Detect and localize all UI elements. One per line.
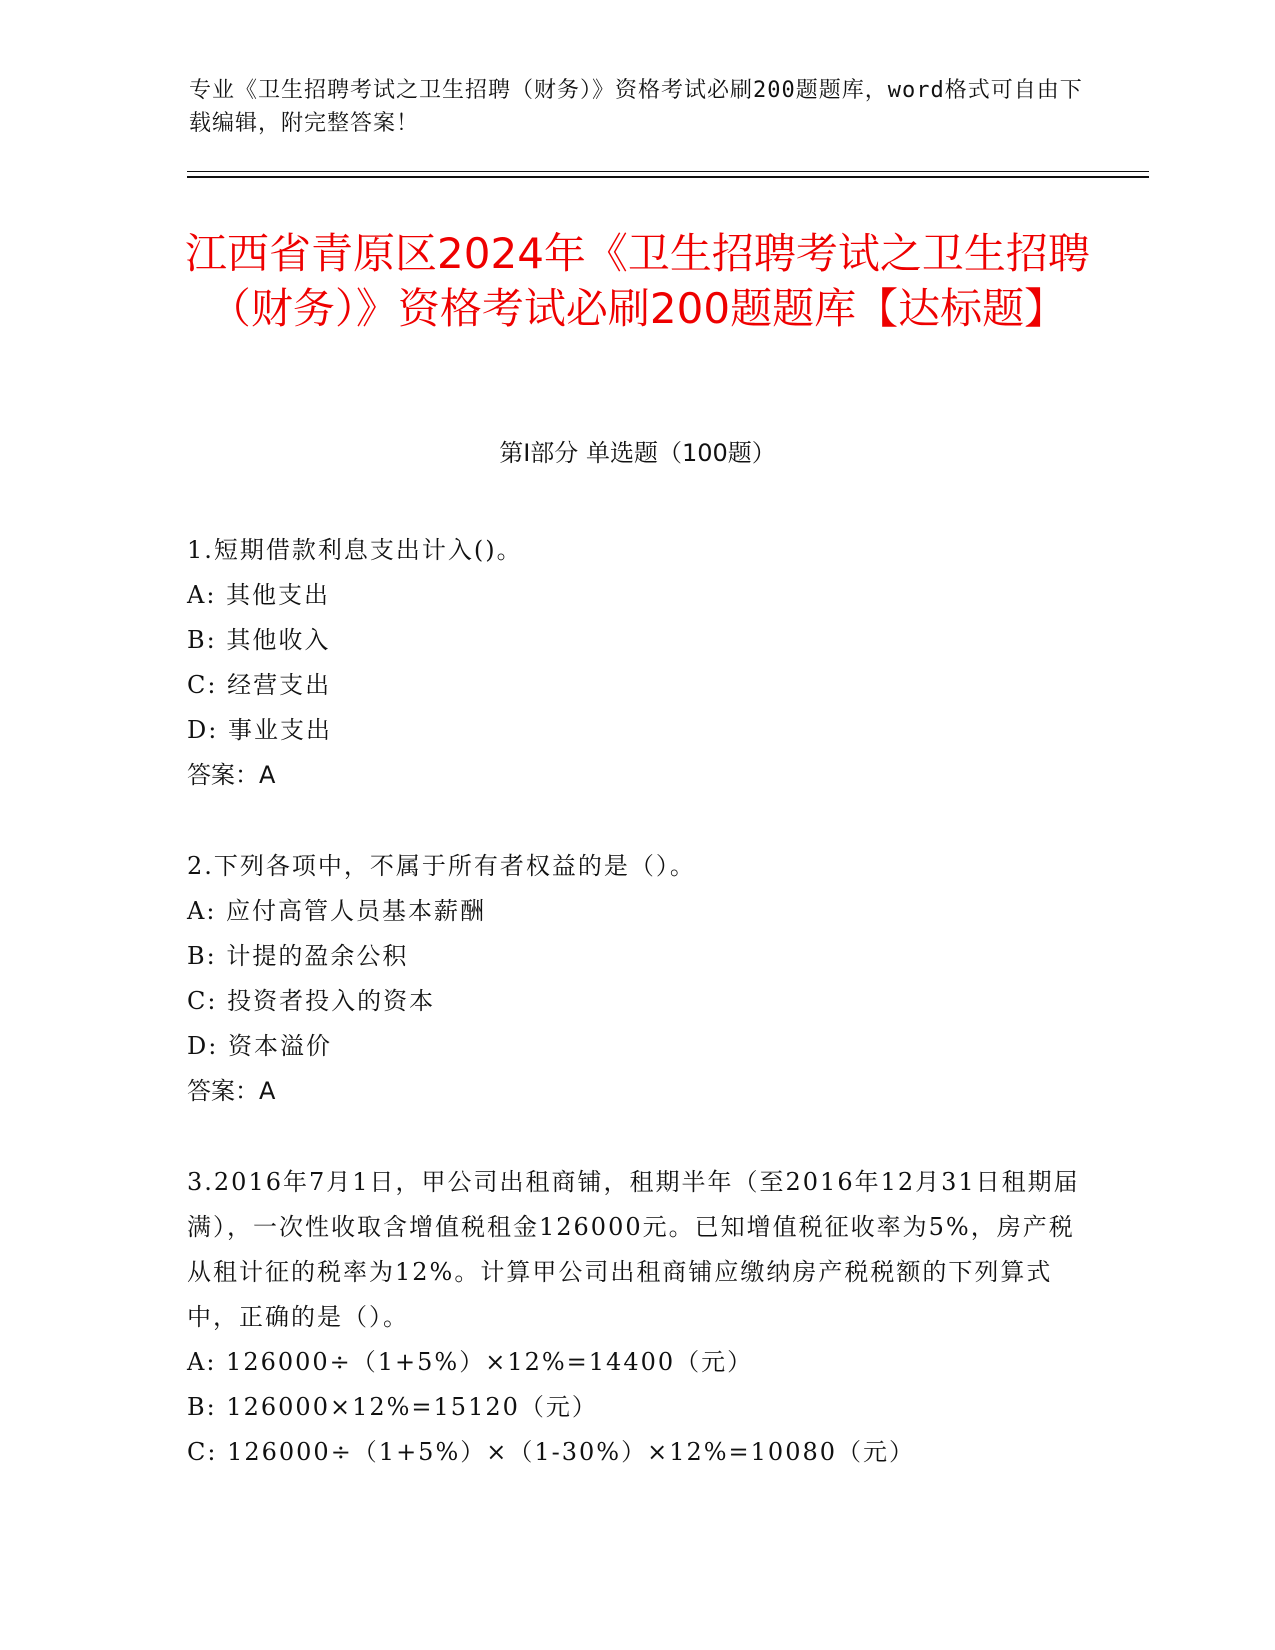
option-d: D: 资本溢价: [187, 1032, 332, 1060]
question-2: [187, 844, 1087, 1114]
option-d: D: 事业支出: [187, 716, 332, 744]
question-stem: 3.2016年7月1日，甲公司出租商铺，租期半年（至2016年12月31日租期届满），一次性收取含增值税租金126000元。已知增值税征收率为5%，房产税从租计征的税率为12%。计算甲公司出租商铺应缴纳房产税税额的下列算式中，正确的是（）。: [187, 1168, 1080, 1331]
option-a: A: 其他支出: [187, 581, 331, 609]
option-a: A: 126000÷（1+5%）×12%=14400（元）: [187, 1348, 754, 1376]
option-c: C: 126000÷（1+5%）×（1-30%）×12%=10080（元）: [187, 1438, 915, 1466]
divider-thin: [187, 171, 1149, 172]
question-1: [187, 528, 1087, 798]
option-a: A: 应付高管人员基本薪酬: [187, 897, 487, 925]
answer: 答案：A: [187, 1077, 276, 1105]
answer: 答案：A: [187, 761, 276, 789]
question-list: [187, 528, 1087, 1521]
question-3: [187, 1160, 1087, 1475]
option-c: C: 投资者投入的资本: [187, 987, 436, 1015]
option-c: C: 经营支出: [187, 671, 332, 699]
option-b: B: 126000×12%=15120（元）: [187, 1393, 598, 1421]
divider-thick: [187, 176, 1149, 178]
document-title: 江西省青原区2024年《卫生招聘考试之卫生招聘（财务）》资格考试必刷200题题库【达标题】: [185, 229, 1090, 333]
section-heading: 第I部分 单选题（100题）: [499, 439, 776, 467]
header-note: 专业《卫生招聘考试之卫生招聘（财务）》资格考试必刷200题题库，word格式可自由下载编辑，附完整答案！: [189, 78, 1083, 136]
question-stem: 1.短期借款利息支出计入()。: [187, 536, 523, 564]
question-stem: 2.下列各项中，不属于所有者权益的是（）。: [187, 852, 696, 880]
option-b: B: 计提的盈余公积: [187, 942, 409, 970]
option-b: B: 其他收入: [187, 626, 331, 654]
